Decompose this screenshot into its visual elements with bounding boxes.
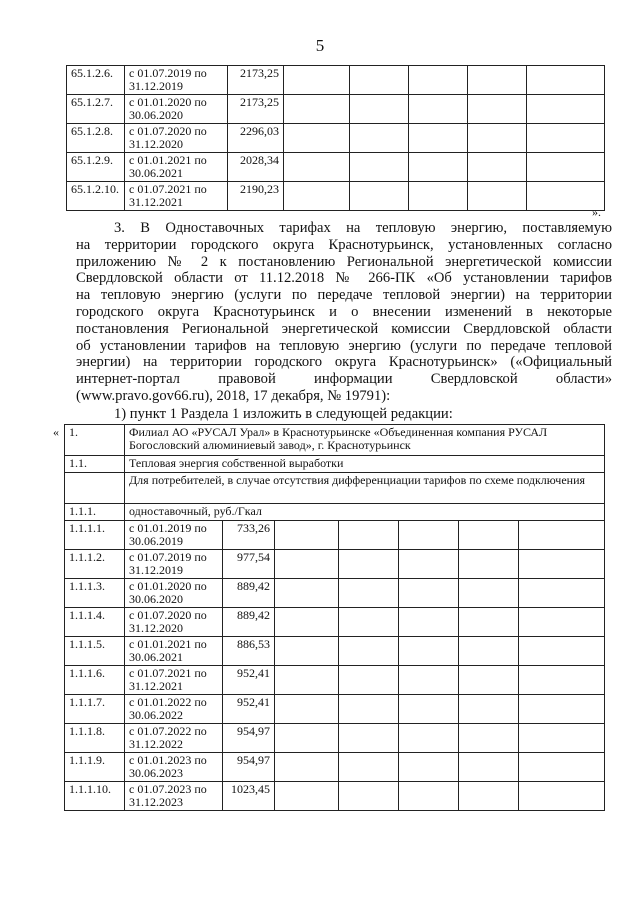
empty-cell <box>399 695 459 724</box>
table-row <box>65 724 605 753</box>
empty-cell <box>399 666 459 695</box>
empty-cell <box>409 124 468 153</box>
empty-cell <box>519 753 605 782</box>
closing-quote: ». <box>592 205 601 219</box>
empty-cell <box>275 579 339 608</box>
sub-code: 1.1. <box>65 456 125 473</box>
table-row <box>67 153 605 182</box>
header-code: 1. <box>65 425 125 456</box>
period-start: с 01.01.2020 по <box>129 579 207 593</box>
empty-cell <box>459 637 519 666</box>
row-value: 886,53 <box>223 637 275 666</box>
empty-cell <box>275 782 339 811</box>
period-start: с 01.07.2020 по <box>129 124 207 138</box>
period-end: 30.06.2022 <box>129 708 183 722</box>
period-start: с 01.07.2020 по <box>129 608 207 622</box>
empty-cell <box>350 153 409 182</box>
row-period <box>125 608 223 637</box>
row-code: 1.1.1.8. <box>65 724 125 753</box>
empty-cell <box>339 579 399 608</box>
empty-cell <box>527 153 605 182</box>
empty-cell <box>409 182 468 211</box>
empty-cell <box>275 753 339 782</box>
empty-cell <box>399 579 459 608</box>
table-row <box>65 579 605 608</box>
table-row <box>65 550 605 579</box>
period-end: 30.06.2023 <box>129 766 183 780</box>
row-value: 954,97 <box>223 724 275 753</box>
row-value: 2296,03 <box>228 124 284 153</box>
period-end: 31.12.2020 <box>129 621 183 635</box>
empty-cell <box>275 521 339 550</box>
period-end: 31.12.2019 <box>129 79 183 93</box>
empty-cell <box>339 608 399 637</box>
table-row <box>65 753 605 782</box>
row-code: 1.1.1.7. <box>65 695 125 724</box>
table-row <box>65 521 605 550</box>
empty-cell <box>459 666 519 695</box>
empty-cell <box>468 153 527 182</box>
row-code: 1.1.1.1. <box>65 521 125 550</box>
empty-cell <box>284 95 350 124</box>
period-start: с 01.01.2023 по <box>129 753 207 767</box>
row-code: 1.1.1.5. <box>65 637 125 666</box>
row-code: 65.1.2.6. <box>67 66 125 95</box>
period-end: 30.06.2021 <box>129 166 183 180</box>
row-period <box>125 95 228 124</box>
empty-cell <box>519 550 605 579</box>
paragraph-line: городского округа Краснотурьинск и о внесении изменений в некоторые <box>76 304 612 320</box>
item-line: 1) пункт 1 Раздела 1 изложить в следующей редакции: <box>114 406 453 422</box>
empty-cell <box>468 95 527 124</box>
empty-cell <box>275 724 339 753</box>
paragraph-line: приложению № 2 к постановлению Региональной энергетической комиссии <box>76 253 612 270</box>
empty-cell <box>409 153 468 182</box>
table-row <box>65 425 605 456</box>
empty-cell <box>339 782 399 811</box>
period-end: 30.06.2020 <box>129 592 183 606</box>
period-start: с 01.07.2021 по <box>129 182 207 196</box>
empty-cell <box>339 666 399 695</box>
empty-cell <box>409 66 468 95</box>
period-start: с 01.01.2021 по <box>129 153 207 167</box>
empty-cell <box>468 66 527 95</box>
empty-cell <box>459 579 519 608</box>
table-row <box>67 95 605 124</box>
rate-text: одноставочный, руб./Гкал <box>125 504 605 521</box>
period-end: 31.12.2022 <box>129 737 183 751</box>
period-end: 30.06.2019 <box>129 534 183 548</box>
table-row <box>65 637 605 666</box>
empty-cell <box>339 724 399 753</box>
paragraph-line: об установлении тарифов на тепловую энергию (услуги по передаче тепловой <box>76 337 612 354</box>
period-start: с 01.07.2019 по <box>129 550 207 564</box>
row-value: 733,26 <box>223 521 275 550</box>
consumers-code <box>65 473 125 504</box>
period-start: с 01.01.2020 по <box>129 95 207 109</box>
row-value: 2173,25 <box>228 95 284 124</box>
table-row <box>67 66 605 95</box>
row-value: 977,54 <box>223 550 275 579</box>
empty-cell <box>399 724 459 753</box>
row-period <box>125 753 223 782</box>
period-end: 31.12.2019 <box>129 563 183 577</box>
empty-cell <box>519 724 605 753</box>
row-period <box>125 550 223 579</box>
row-value: 1023,45 <box>223 782 275 811</box>
empty-cell <box>275 637 339 666</box>
paragraph-line: 3. В Одноставочных тарифах на тепловую энергию, поставляемую <box>114 220 612 236</box>
period-end: 30.06.2021 <box>129 650 183 664</box>
empty-cell <box>284 66 350 95</box>
page-number: 5 <box>315 36 325 55</box>
row-code: 1.1.1.10. <box>65 782 125 811</box>
row-period <box>125 666 223 695</box>
row-value: 2173,25 <box>228 66 284 95</box>
table-row <box>65 666 605 695</box>
empty-cell <box>339 753 399 782</box>
empty-cell <box>459 753 519 782</box>
row-code: 65.1.2.7. <box>67 95 125 124</box>
period-end: 31.12.2021 <box>129 195 183 209</box>
empty-cell <box>459 782 519 811</box>
empty-cell <box>527 95 605 124</box>
empty-cell <box>459 608 519 637</box>
paragraph-line: постановления Региональной энергетической комиссии Свердловской области <box>76 320 612 337</box>
empty-cell <box>399 782 459 811</box>
empty-cell <box>459 695 519 724</box>
paragraph-line: энергии) на территории городского округа Краснотурьинск» («Официальный <box>76 354 612 371</box>
empty-cell <box>350 66 409 95</box>
row-code: 1.1.1.6. <box>65 666 125 695</box>
empty-cell <box>339 521 399 550</box>
row-period <box>125 724 223 753</box>
row-period <box>125 153 228 182</box>
period-start: с 01.07.2022 по <box>129 724 207 738</box>
period-start: с 01.07.2023 по <box>129 782 207 796</box>
paragraph-line: (www.pravo.gov66.ru), 2018, 17 декабря, № 19791): <box>76 388 391 404</box>
table-row <box>65 782 605 811</box>
empty-cell <box>399 521 459 550</box>
empty-cell <box>468 182 527 211</box>
row-value: 952,41 <box>223 695 275 724</box>
row-period <box>125 579 223 608</box>
empty-cell <box>519 782 605 811</box>
period-end: 31.12.2021 <box>129 679 183 693</box>
paragraph-line: на территории городского округа Краснотурьинск, установленных согласно <box>76 236 612 253</box>
empty-cell <box>459 550 519 579</box>
empty-cell <box>519 637 605 666</box>
empty-cell <box>519 521 605 550</box>
empty-cell <box>350 182 409 211</box>
empty-cell <box>519 666 605 695</box>
row-code: 65.1.2.8. <box>67 124 125 153</box>
row-value: 2028,34 <box>228 153 284 182</box>
row-value: 952,41 <box>223 666 275 695</box>
empty-cell <box>519 608 605 637</box>
row-period <box>125 521 223 550</box>
empty-cell <box>527 66 605 95</box>
rate-code: 1.1.1. <box>65 504 125 521</box>
empty-cell <box>459 521 519 550</box>
opening-quote: « <box>53 425 59 439</box>
row-code: 1.1.1.9. <box>65 753 125 782</box>
row-period <box>125 182 228 211</box>
row-period <box>125 637 223 666</box>
empty-cell <box>284 182 350 211</box>
table-row <box>65 695 605 724</box>
row-code: 1.1.1.4. <box>65 608 125 637</box>
empty-cell <box>468 124 527 153</box>
period-end: 31.12.2023 <box>129 795 183 809</box>
period-start: с 01.01.2019 по <box>129 521 207 535</box>
empty-cell <box>284 153 350 182</box>
empty-cell <box>459 724 519 753</box>
period-end: 31.12.2020 <box>129 137 183 151</box>
row-code: 1.1.1.3. <box>65 579 125 608</box>
empty-cell <box>399 550 459 579</box>
empty-cell <box>339 695 399 724</box>
empty-cell <box>399 637 459 666</box>
period-start: с 01.01.2022 по <box>129 695 207 709</box>
row-value: 954,97 <box>223 753 275 782</box>
row-period <box>125 695 223 724</box>
empty-cell <box>275 666 339 695</box>
period-start: с 01.07.2019 по <box>129 66 207 80</box>
table-row <box>65 473 605 504</box>
empty-cell <box>519 579 605 608</box>
paragraph-line: Свердловской области от 11.12.2018 № 266-ПК «Об установлении тарифов <box>76 270 612 287</box>
header-text: Филиал АО «РУСАЛ Урал» в Краснотурьинске «Объединенная компания РУСАЛ Богословский алюминиевый завод», г. Краснотурьинск <box>125 425 605 456</box>
empty-cell <box>275 695 339 724</box>
empty-cell <box>399 753 459 782</box>
empty-cell <box>527 124 605 153</box>
row-period <box>125 782 223 811</box>
row-code: 1.1.1.2. <box>65 550 125 579</box>
row-value: 889,42 <box>223 579 275 608</box>
paragraph-line: интернет-портал правовой информации Свердловской области» <box>76 371 612 388</box>
empty-cell <box>519 695 605 724</box>
table-row <box>65 504 605 521</box>
row-period <box>125 124 228 153</box>
empty-cell <box>275 608 339 637</box>
row-code: 65.1.2.10. <box>67 182 125 211</box>
period-start: с 01.01.2021 по <box>129 637 207 651</box>
empty-cell <box>339 637 399 666</box>
empty-cell <box>399 608 459 637</box>
table-row <box>65 608 605 637</box>
period-end: 30.06.2020 <box>129 108 183 122</box>
table-row <box>67 124 605 153</box>
empty-cell <box>350 95 409 124</box>
sub-text: Тепловая энергия собственной выработки <box>125 456 605 473</box>
table-row <box>65 456 605 473</box>
tariff-table-continued <box>66 65 605 211</box>
row-value: 889,42 <box>223 608 275 637</box>
empty-cell <box>284 124 350 153</box>
table-row <box>67 182 605 211</box>
empty-cell <box>409 95 468 124</box>
period-start: с 01.07.2021 по <box>129 666 207 680</box>
empty-cell <box>350 124 409 153</box>
tariff-table-new <box>64 424 605 811</box>
empty-cell <box>275 550 339 579</box>
row-code: 65.1.2.9. <box>67 153 125 182</box>
row-value: 2190,23 <box>228 182 284 211</box>
paragraph-line: на тепловую энергию (услуги по передаче тепловой энергии) на территории <box>76 287 612 304</box>
empty-cell <box>339 550 399 579</box>
row-period <box>125 66 228 95</box>
consumers-text: Для потребителей, в случае отсутствия дифференциации тарифов по схеме подключения <box>125 473 605 504</box>
